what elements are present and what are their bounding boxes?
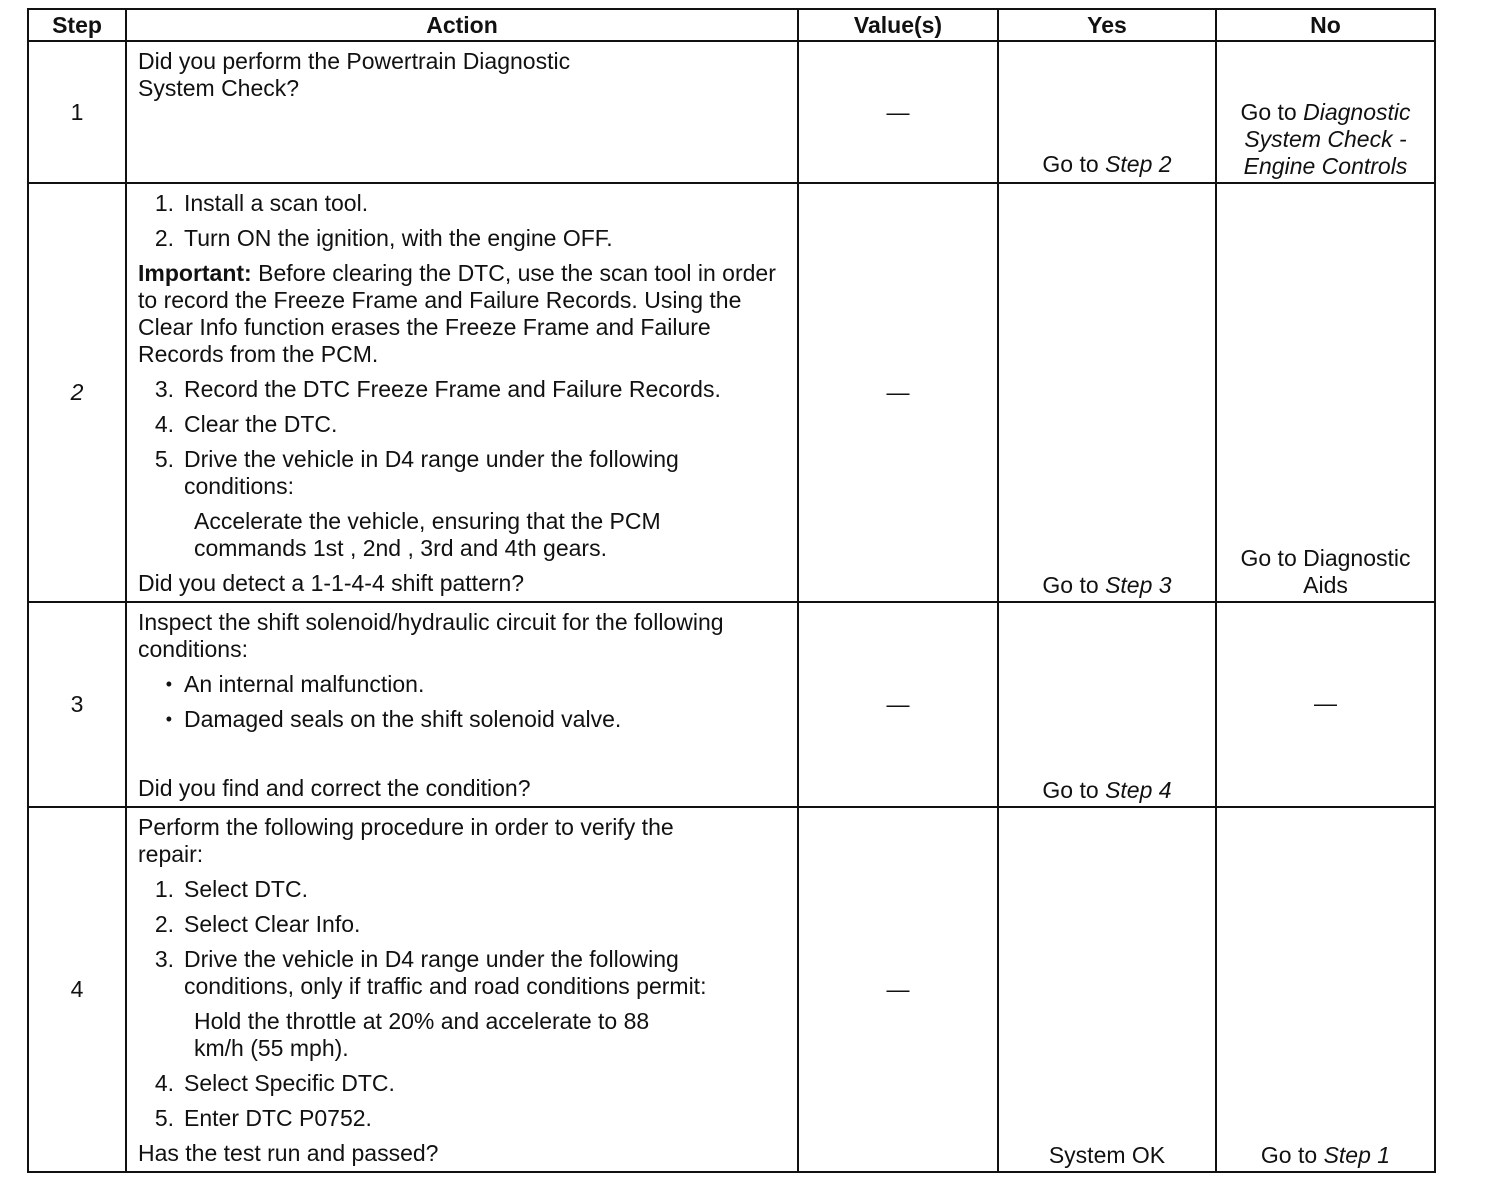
important-text: Before clearing the DTC, use the scan tool in order to record the Freeze Frame and Failure Records. Using the Clear Info function erases the Freeze Frame and Failure Records from the PCM. bbox=[138, 260, 776, 367]
value-cell: — bbox=[798, 41, 998, 183]
action-intro: Perform the following procedure in order to verify the repair: bbox=[138, 814, 674, 867]
action-cell bbox=[126, 183, 798, 602]
yes-cell bbox=[998, 41, 1216, 183]
header-values: Value(s) bbox=[798, 9, 998, 41]
list-item: 3. Drive the vehicle in D4 range under the following conditions, only if traffic and road conditions permit: bbox=[154, 946, 707, 999]
list-item: • Damaged seals on the shift solenoid valve. bbox=[165, 706, 622, 732]
yes-step-link[interactable]: Step 4 bbox=[1105, 777, 1172, 803]
value-cell: — bbox=[798, 807, 998, 1172]
action-question: Did you find and correct the condition? bbox=[138, 775, 531, 801]
list-item: 3. Record the DTC Freeze Frame and Failure Records. bbox=[154, 376, 721, 402]
yes-step-link[interactable]: Step 2 bbox=[1105, 151, 1172, 177]
yes-prefix: Go to bbox=[1042, 151, 1106, 177]
condition-list bbox=[138, 671, 789, 733]
sub-instruction: Accelerate the vehicle, ensuring that the PCM commands 1st , 2nd , 3rd and 4th gears. bbox=[194, 508, 661, 561]
important-note bbox=[138, 260, 789, 368]
step-number: 2 bbox=[28, 183, 126, 602]
no-cell bbox=[1216, 41, 1435, 183]
action-cell bbox=[126, 41, 798, 183]
no-cell bbox=[1216, 807, 1435, 1172]
table-row bbox=[28, 41, 1435, 183]
yes-prefix: Go to bbox=[1042, 777, 1106, 803]
yes-cell bbox=[998, 183, 1216, 602]
sub-instruction: Hold the throttle at 20% and accelerate to 88 km/h (55 mph). bbox=[194, 1008, 650, 1061]
action-question: Has the test run and passed? bbox=[138, 1140, 439, 1166]
step-number: 1 bbox=[28, 41, 126, 183]
action-question: Did you perform the Powertrain Diagnostic System Check? bbox=[138, 48, 571, 101]
list-item: 5. Enter DTC P0752. bbox=[154, 1105, 372, 1131]
step-number: 3 bbox=[28, 602, 126, 807]
table-row bbox=[28, 807, 1435, 1172]
action-steps bbox=[138, 1070, 789, 1132]
yes-cell: System OK bbox=[998, 807, 1216, 1172]
no-cell: — bbox=[1216, 602, 1435, 807]
table-row bbox=[28, 602, 1435, 807]
action-question: Did you detect a 1-1-4-4 shift pattern? bbox=[138, 570, 525, 596]
list-item: 4. Select Specific DTC. bbox=[154, 1070, 395, 1096]
value-cell: — bbox=[798, 602, 998, 807]
header-action: Action bbox=[126, 9, 798, 41]
list-item: 4. Clear the DTC. bbox=[154, 411, 338, 437]
header-row bbox=[28, 9, 1435, 41]
no-step-link[interactable]: Step 1 bbox=[1323, 1142, 1391, 1168]
action-intro: Inspect the shift solenoid/hydraulic circuit for the following conditions: bbox=[138, 609, 724, 662]
action-cell bbox=[126, 807, 798, 1172]
header-step: Step bbox=[28, 9, 126, 41]
action-cell bbox=[126, 602, 798, 807]
list-item: 1. Install a scan tool. bbox=[154, 190, 369, 216]
step-number: 4 bbox=[28, 807, 126, 1172]
value-cell: — bbox=[798, 183, 998, 602]
action-steps bbox=[138, 190, 789, 252]
header-yes: Yes bbox=[998, 9, 1216, 41]
yes-prefix: Go to bbox=[1042, 572, 1106, 598]
important-label: Important: bbox=[138, 260, 252, 286]
list-item: 1. Select DTC. bbox=[154, 876, 308, 902]
no-cell bbox=[1216, 183, 1435, 602]
yes-cell bbox=[998, 602, 1216, 807]
list-item: 2. Turn ON the ignition, with the engine OFF. bbox=[154, 225, 613, 251]
header-no: No bbox=[1216, 9, 1435, 41]
list-item: • An internal malfunction. bbox=[165, 671, 425, 697]
diagnostic-table bbox=[27, 8, 1436, 1173]
no-prefix: Go to bbox=[1260, 1142, 1324, 1168]
action-steps bbox=[138, 876, 789, 1000]
table-row bbox=[28, 183, 1435, 602]
list-item: 2. Select Clear Info. bbox=[154, 911, 361, 937]
no-diagnostic-aids-link[interactable]: Go to Diagnostic Aids bbox=[1240, 545, 1411, 598]
list-item: 5. Drive the vehicle in D4 range under the following conditions: bbox=[154, 446, 679, 499]
yes-step-link[interactable]: Step 3 bbox=[1105, 572, 1172, 598]
no-procedure-link[interactable]: Diagnostic System Check - Engine Controls bbox=[1243, 99, 1411, 179]
no-prefix: Go to bbox=[1240, 99, 1304, 125]
action-steps bbox=[138, 376, 789, 500]
